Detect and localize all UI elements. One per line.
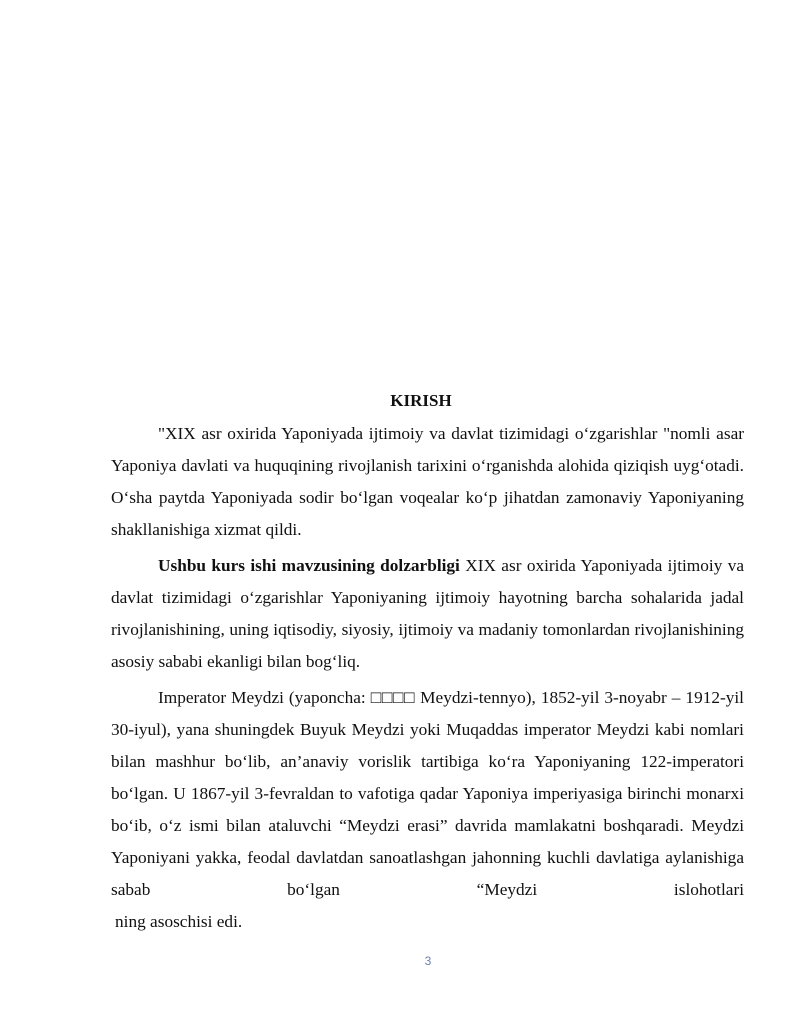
paragraph-1-text: "XIX asr oxirida Yaponiyada ijtimoiy va davlat tizimidagi o‘zgarishlar "nomli asar Yaponiya davlati va huquqining rivojlanish tarixini o‘rganishda alohida qiziqish uyg‘otadi. O‘sha paytda Yaponiyada sodir bo‘lgan voqealar ko‘p jihatdan zamonaviy Yaponiyaning shakllanishiga xizmat qildi. [111,424,744,539]
section-heading: KIRISH [390,391,452,410]
body-text [111,418,744,938]
paragraph-1 [111,418,744,546]
page-number: 3 [424,954,432,968]
paragraph-3 [111,682,744,906]
paragraph-3-text: Imperator Meydzi (yaponcha: □□□□ Meydzi-tennyo), 1852-yil 3-noyabr – 1912-yil 30-iyul), yana shuningdek Buyuk Meydzi yoki Muqaddas imperator Meydzi kabi nomlari bilan mashhur bo‘lib, an’anaviy vorislik tartibiga ko‘ra Yaponiyaning 122-imperatori bo‘lgan. U 1867-yil 3-fevraldan to vafotiga qadar Yaponiya imperiyasiga birinchi monarxi bo‘ib, o‘z ismi bilan ataluvchi “Meydzi erasi” davrida mamlakatni boshqaradi. Meydzi Yaponiyani yakka, feodal davlatdan sanoatlashgan jahonning kuchli davlatiga aylanishiga sabab bo‘lgan “Meydzi islohotlari [111,688,744,899]
paragraph-2-bold-lead: Ushbu kurs ishi mavzusining dolzarbligi [158,556,460,575]
paragraph-3-continuation: ning asoschisi edi. [115,912,243,931]
paragraph-2-text: XIX asr oxirida Yaponiyada ijtimoiy va davlat tizimidagi o‘zgarishlar Yaponiyaning ijtimoiy hayotning barcha sohalarida jadal rivojlanishining, uning iqtisodiy, siyosiy, ijtimoiy va madaniy tomonlardan rivojlanishining asosiy sababi ekanligi bilan bog‘liq. [111,556,744,671]
paragraph-2 [111,550,744,678]
